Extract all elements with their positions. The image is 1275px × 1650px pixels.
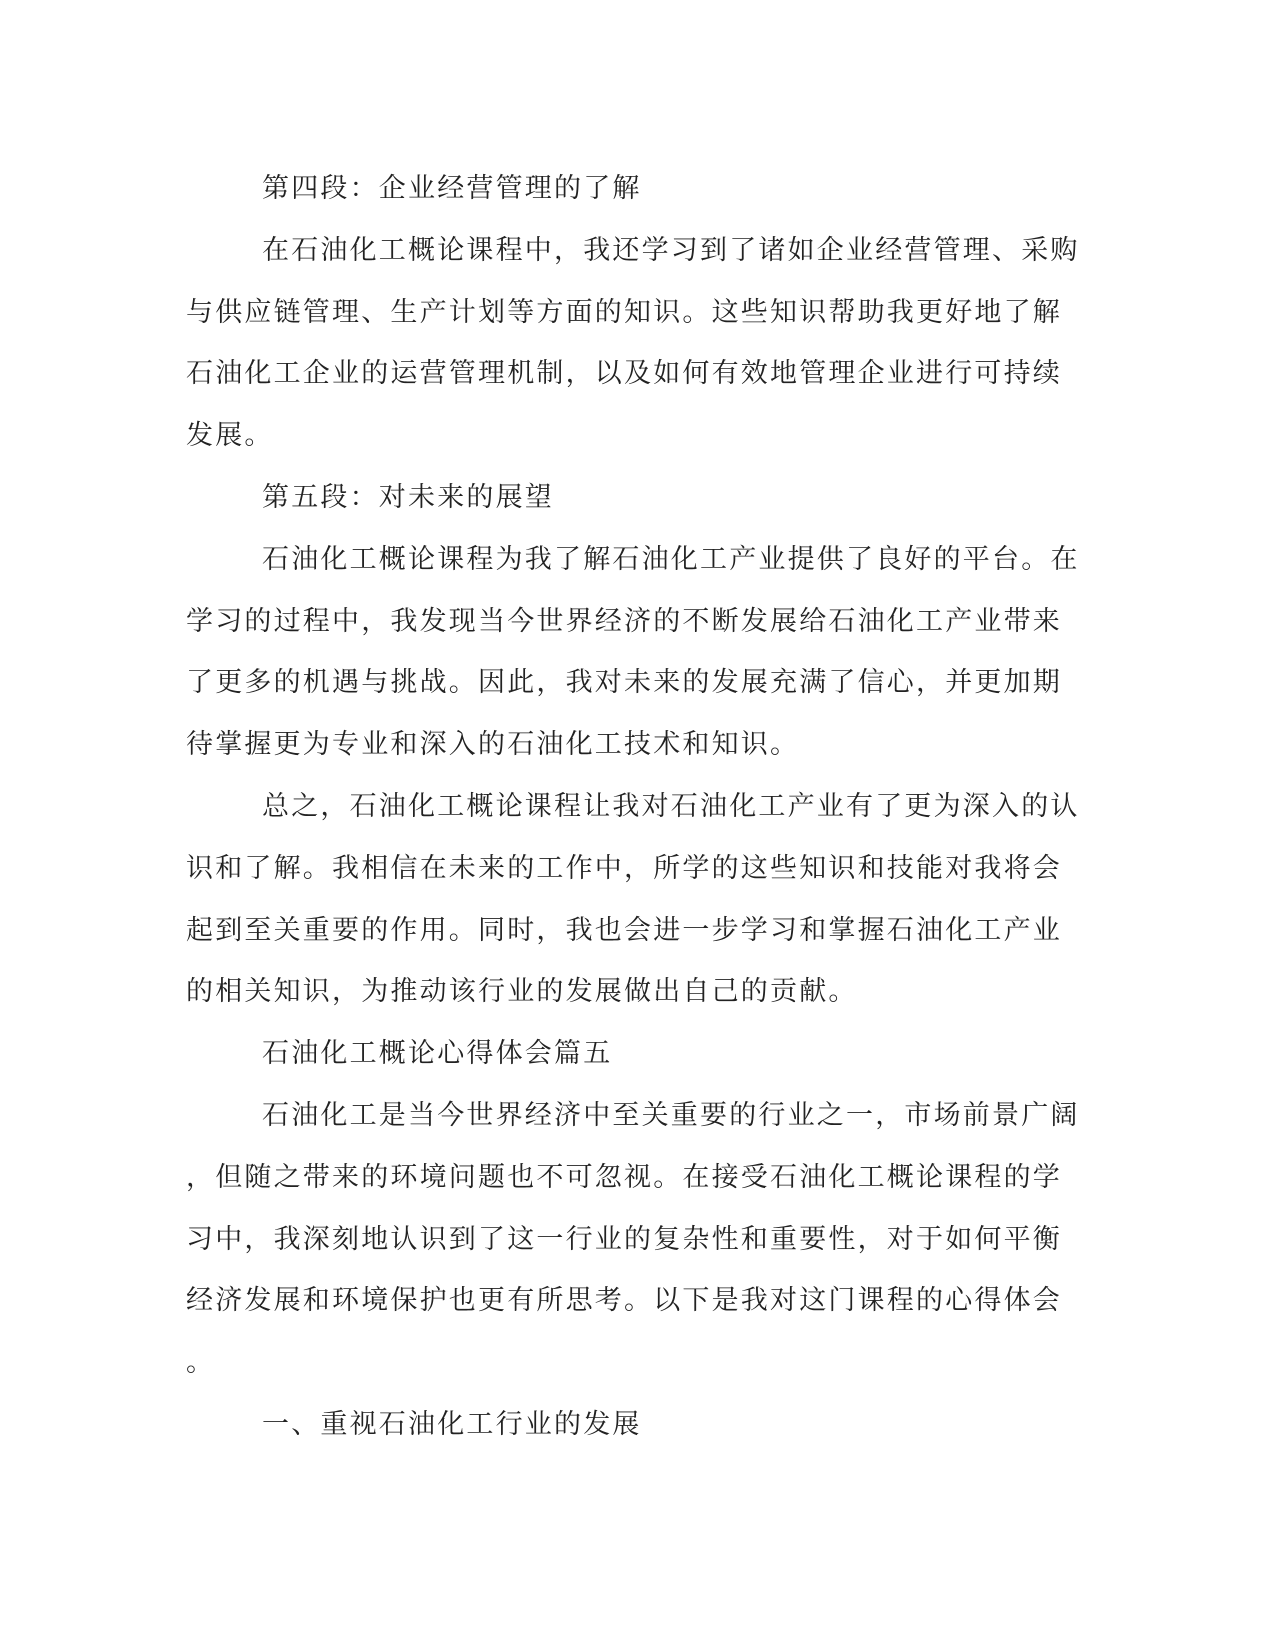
text-line: 。	[186, 1347, 216, 1379]
text-line: 石油化工是当今世界经济中至关重要的行业之一，市场前景广阔	[262, 1099, 1080, 1131]
text-line: 学习的过程中，我发现当今世界经济的不断发展给石油化工产业带来	[186, 605, 1062, 637]
text-line: 的相关知识，为推动该行业的发展做出自己的贡献。	[186, 976, 858, 1008]
text-line: 总之，石油化工概论课程让我对石油化工产业有了更为深入的认	[262, 790, 1080, 822]
text-line: 习中，我深刻地认识到了这一行业的复杂性和重要性，对于如何平衡	[186, 1223, 1062, 1255]
text-line: 第五段：对未来的展望	[262, 481, 554, 513]
text-line: 发展。	[186, 420, 274, 452]
text-line: 了更多的机遇与挑战。因此，我对未来的发展充满了信心，并更加期	[186, 667, 1062, 699]
text-line: 待掌握更为专业和深入的石油化工技术和知识。	[186, 729, 800, 761]
text-line: 经济发展和环境保护也更有所思考。以下是我对这门课程的心得体会	[186, 1285, 1062, 1317]
text-line: 石油化工企业的运营管理机制，以及如何有效地管理企业进行可持续	[186, 358, 1062, 390]
text-line: 与供应链管理、生产计划等方面的知识。这些知识帮助我更好地了解	[186, 296, 1062, 328]
text-line: 识和了解。我相信在未来的工作中，所学的这些知识和技能对我将会	[186, 852, 1062, 884]
text-line: 石油化工概论课程为我了解石油化工产业提供了良好的平台。在	[262, 543, 1080, 575]
text-line: ，但随之带来的环境问题也不可忽视。在接受石油化工概论课程的学	[186, 1161, 1062, 1193]
text-line: 起到至关重要的作用。同时，我也会进一步学习和掌握石油化工产业	[186, 914, 1062, 946]
text-line: 石油化工概论心得体会篇五	[262, 1038, 613, 1070]
text-line: 一、重视石油化工行业的发展	[262, 1408, 642, 1440]
text-line: 在石油化工概论课程中，我还学习到了诸如企业经营管理、采购	[262, 234, 1080, 266]
text-line: 第四段：企业经营管理的了解	[262, 173, 642, 204]
document-body	[186, 158, 1080, 1456]
